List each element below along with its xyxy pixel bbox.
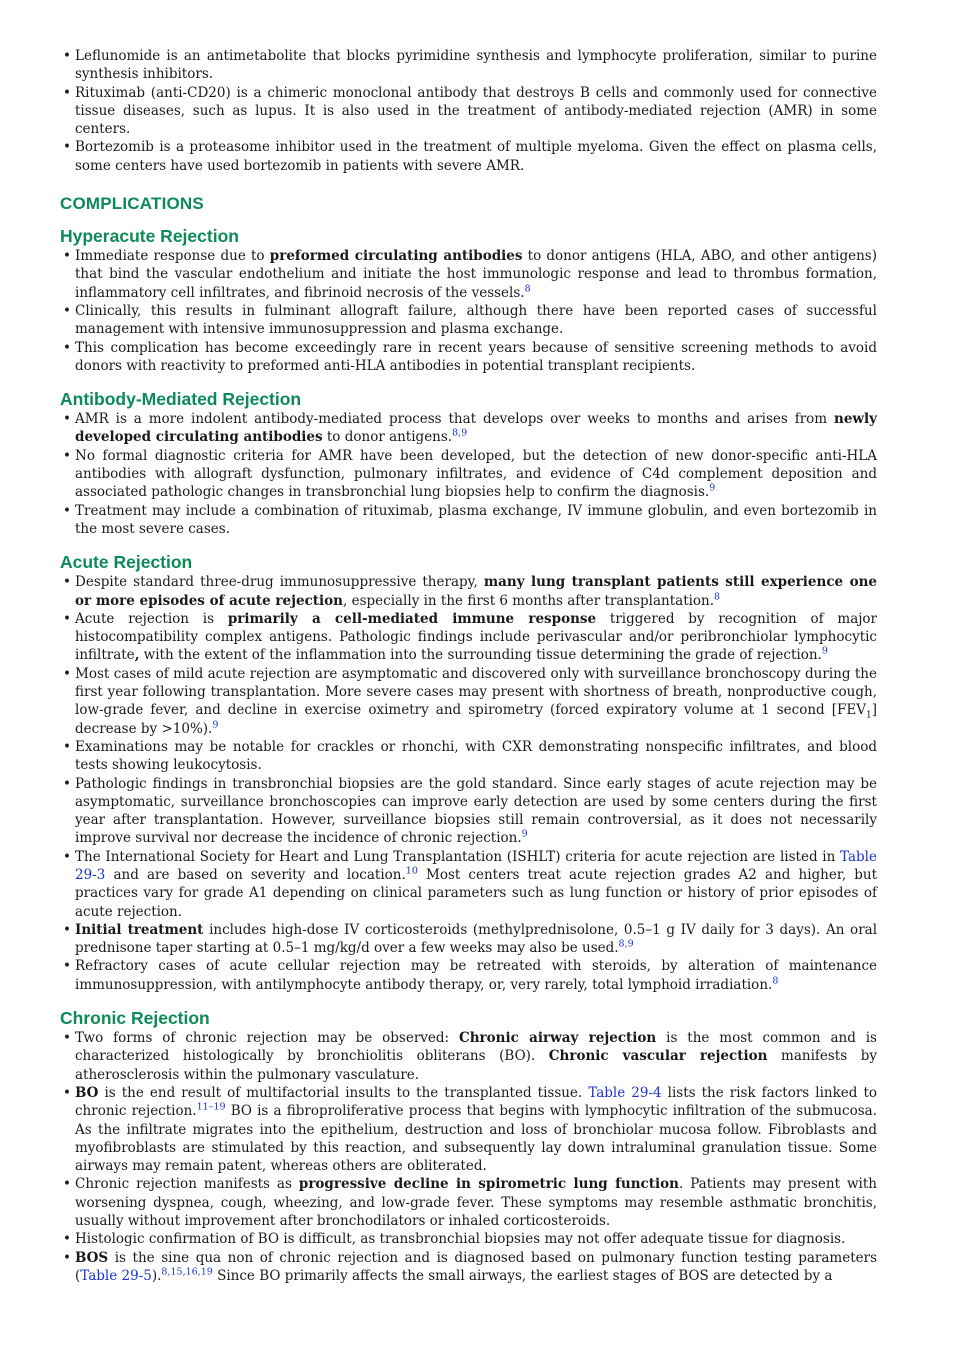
list-item: • Chronic rejection manifests as progressive decline in spirometric lung function. Patients may present with worsening dyspnea, cough, wheezing, and low-grade fever. These symptoms may resemble asthmatic bronchitis, usually without improvement after bronchodilators or inhaled corticosteroids.: [60, 1175, 877, 1230]
list-item: • Refractory cases of acute cellular rejection may be retreated with steroids, by alteration of maintenance immunosuppression, with antilymphocyte antibody therapy, or, very rarely, total lymphoid irradiation.$^8$: [60, 957, 877, 994]
list-item: • Leflunomide is an antimetabolite that blocks pyrimidine synthesis and lymphocyte proliferation, similar to purine synthesis inhibitors.: [60, 47, 877, 84]
hyperacute-list: [60, 247, 877, 375]
list-item: • Two forms of chronic rejection may be observed: Chronic airway rejection is the most common and is characterized histologically by bronchiolitis obliterans (BO). Chronic vascular rejection manifests by atherosclerosis within the pulmonary vasculature.: [60, 1029, 877, 1084]
list-item: • This complication has become exceedingly rare in recent years because of sensitive screening methods to avoid donors with reactivity to preformed anti-HLA antibodies in potential transplant recipients.: [60, 339, 877, 376]
list-item: • Rituximab (anti-CD20) is a chimeric monoclonal antibody that destroys B cells and commonly used for connective tissue diseases, such as lupus. It is also used in the treatment of antibody-mediated rejection (AMR) in some centers.: [60, 84, 877, 139]
list-item: • BOS is the sine qua non of chronic rejection and is diagnosed based on pulmonary function testing parameters (Table 29-5).$^{8,15,16,19}$ Since BO primarily affects the small airways, the earliest stages of BOS are detected by a: [60, 1249, 877, 1286]
section-title: COMPLICATIONS: [60, 194, 204, 214]
subsection-title-hyperacute: Hyperacute Rejection: [60, 226, 239, 247]
reference-link[interactable]: 8,9: [618, 938, 634, 950]
reference-link[interactable]: 8,15,16,19: [161, 1266, 213, 1278]
intro-list: [60, 47, 877, 175]
reference-link[interactable]: 8: [524, 283, 531, 295]
list-item: • AMR is a more indolent antibody-mediated process that develops over weeks to months and arises from newly developed circulating antibodies to donor antigens.$^{8,9}$: [60, 410, 877, 447]
list-item: • The International Society for Heart and Lung Transplantation (ISHLT) criteria for acute rejection are listed in Table 29-3 and are based on severity and location.$^{10}$ Most centers treat acute rejection grades A2 and higher, but practices vary for grade A1 depending on clinical parameters such as lung function or history of prior episodes of acute rejection.: [60, 848, 877, 921]
list-item: • Pathologic findings in transbronchial biopsies are the gold standard. Since early stages of acute rejection may be asymptomatic, surveillance bronchoscopies can improve early detection are used by some centers during the first year after transplantation. However, surveillance biopsies still remain controversial, as it does not necessarily improve survival nor decrease the incidence of chronic rejection.$^9$: [60, 775, 877, 848]
document-page: [60, 47, 877, 1285]
list-item: • Most cases of mild acute rejection are asymptomatic and discovered only with surveillance bronchoscopy during the first year following transplantation. More severe cases may present with shortness of breath, nonproductive cough, low-grade fever, and decline in exercise oximetry and spirometry (forced expiratory volume at 1 second $[FEV_1]$ decrease by >10%).$^9$: [60, 665, 877, 738]
list-item: • Acute rejection is primarily a cell-mediated immune response triggered by recognition of major histocompatibility complex antigens. Pathologic findings include perivascular and/or peribronchiolar lymphocytic infiltrate, with the extent of the inflammation into the surrounding tissue determining the grade of rejection.$^9$: [60, 610, 877, 665]
subsection-title-amr: Antibody-Mediated Rejection: [60, 389, 302, 410]
list-item: • Bortezomib is a proteasome inhibitor used in the treatment of multiple myeloma. Given the effect on plasma cells, some centers have used bortezomib in patients with severe AMR.: [60, 138, 877, 175]
acute-list: [60, 573, 877, 994]
subsection-title-chronic: Chronic Rejection: [60, 1008, 210, 1029]
table-link[interactable]: Table 29-3: [75, 848, 877, 883]
list-item: • Examinations may be notable for crackles or rhonchi, with CXR demonstrating nonspecific infiltrates, and blood tests showing leukocytosis.: [60, 738, 877, 775]
reference-link[interactable]: 11–19: [196, 1101, 226, 1113]
reference-link[interactable]: 8,9: [452, 427, 468, 439]
reference-link[interactable]: 9: [821, 645, 828, 657]
amr-list: [60, 410, 877, 538]
list-item: • Clinically, this results in fulminant allograft failure, although there have been reported cases of successful management with intensive immunosuppression and plasma exchange.: [60, 302, 877, 339]
table-link[interactable]: Table 29-4: [588, 1084, 662, 1101]
subsection-title-acute: Acute Rejection: [60, 552, 193, 573]
list-item: • Histologic confirmation of BO is difficult, as transbronchial biopsies may not offer adequate tissue for diagnosis.: [60, 1230, 877, 1248]
list-item: • Immediate response due to preformed circulating antibodies to donor antigens (HLA, ABO, and other antigens) that bind the vascular endothelium and initiate the host immunologic response and lead to thrombus formation, inflammatory cell infiltrates, and fibrinoid necrosis of the vessels.$^8$: [60, 247, 877, 302]
table-link[interactable]: Table 29-5: [80, 1267, 152, 1284]
reference-link[interactable]: 10: [405, 865, 418, 877]
reference-link[interactable]: 9: [212, 719, 219, 731]
reference-link[interactable]: 9: [709, 482, 716, 494]
list-item: • Treatment may include a combination of rituximab, plasma exchange, IV immune globulin, and even bortezomib in the most severe cases.: [60, 502, 877, 539]
list-item: • Initial treatment includes high-dose IV corticosteroids (methylprednisolone, 0.5–1 g IV daily for 3 days). An oral prednisone taper starting at 0.5–1 mg/kg/d over a few weeks may also be used.$^{8,9}$: [60, 921, 877, 958]
chronic-list: [60, 1029, 877, 1285]
list-item: • No formal diagnostic criteria for AMR have been developed, but the detection of new donor-specific anti-HLA antibodies with allograft dysfunction, pulmonary infiltrates, and evidence of C4d complement deposition and associated pathologic changes in transbronchial lung biopsies help to confirm the diagnosis.$^9$: [60, 447, 877, 502]
reference-link[interactable]: 8: [772, 975, 779, 987]
reference-link[interactable]: 8: [714, 591, 721, 603]
list-item: • Despite standard three-drug immunosuppressive therapy, many lung transplant patients still experience one or more episodes of acute rejection, especially in the first 6 months after transplantation.$^8$: [60, 573, 877, 610]
list-item: • BO is the end result of multifactorial insults to the transplanted tissue. Table 29-4 lists the risk factors linked to chronic rejection.$^{11-19}$ BO is a fibroproliferative process that begins with lymphocytic infiltration of the submucosa. As the infiltrate migrates into the epithelium, destruction and loss of bronchiolar mucosa follow. Fibroblasts and myofibroblasts are stimulated by this reaction, and subsequently lay down intraluminal granulation tissue. Some airways may remain patent, whereas others are obliterated.: [60, 1084, 877, 1175]
reference-link[interactable]: 9: [521, 828, 528, 840]
